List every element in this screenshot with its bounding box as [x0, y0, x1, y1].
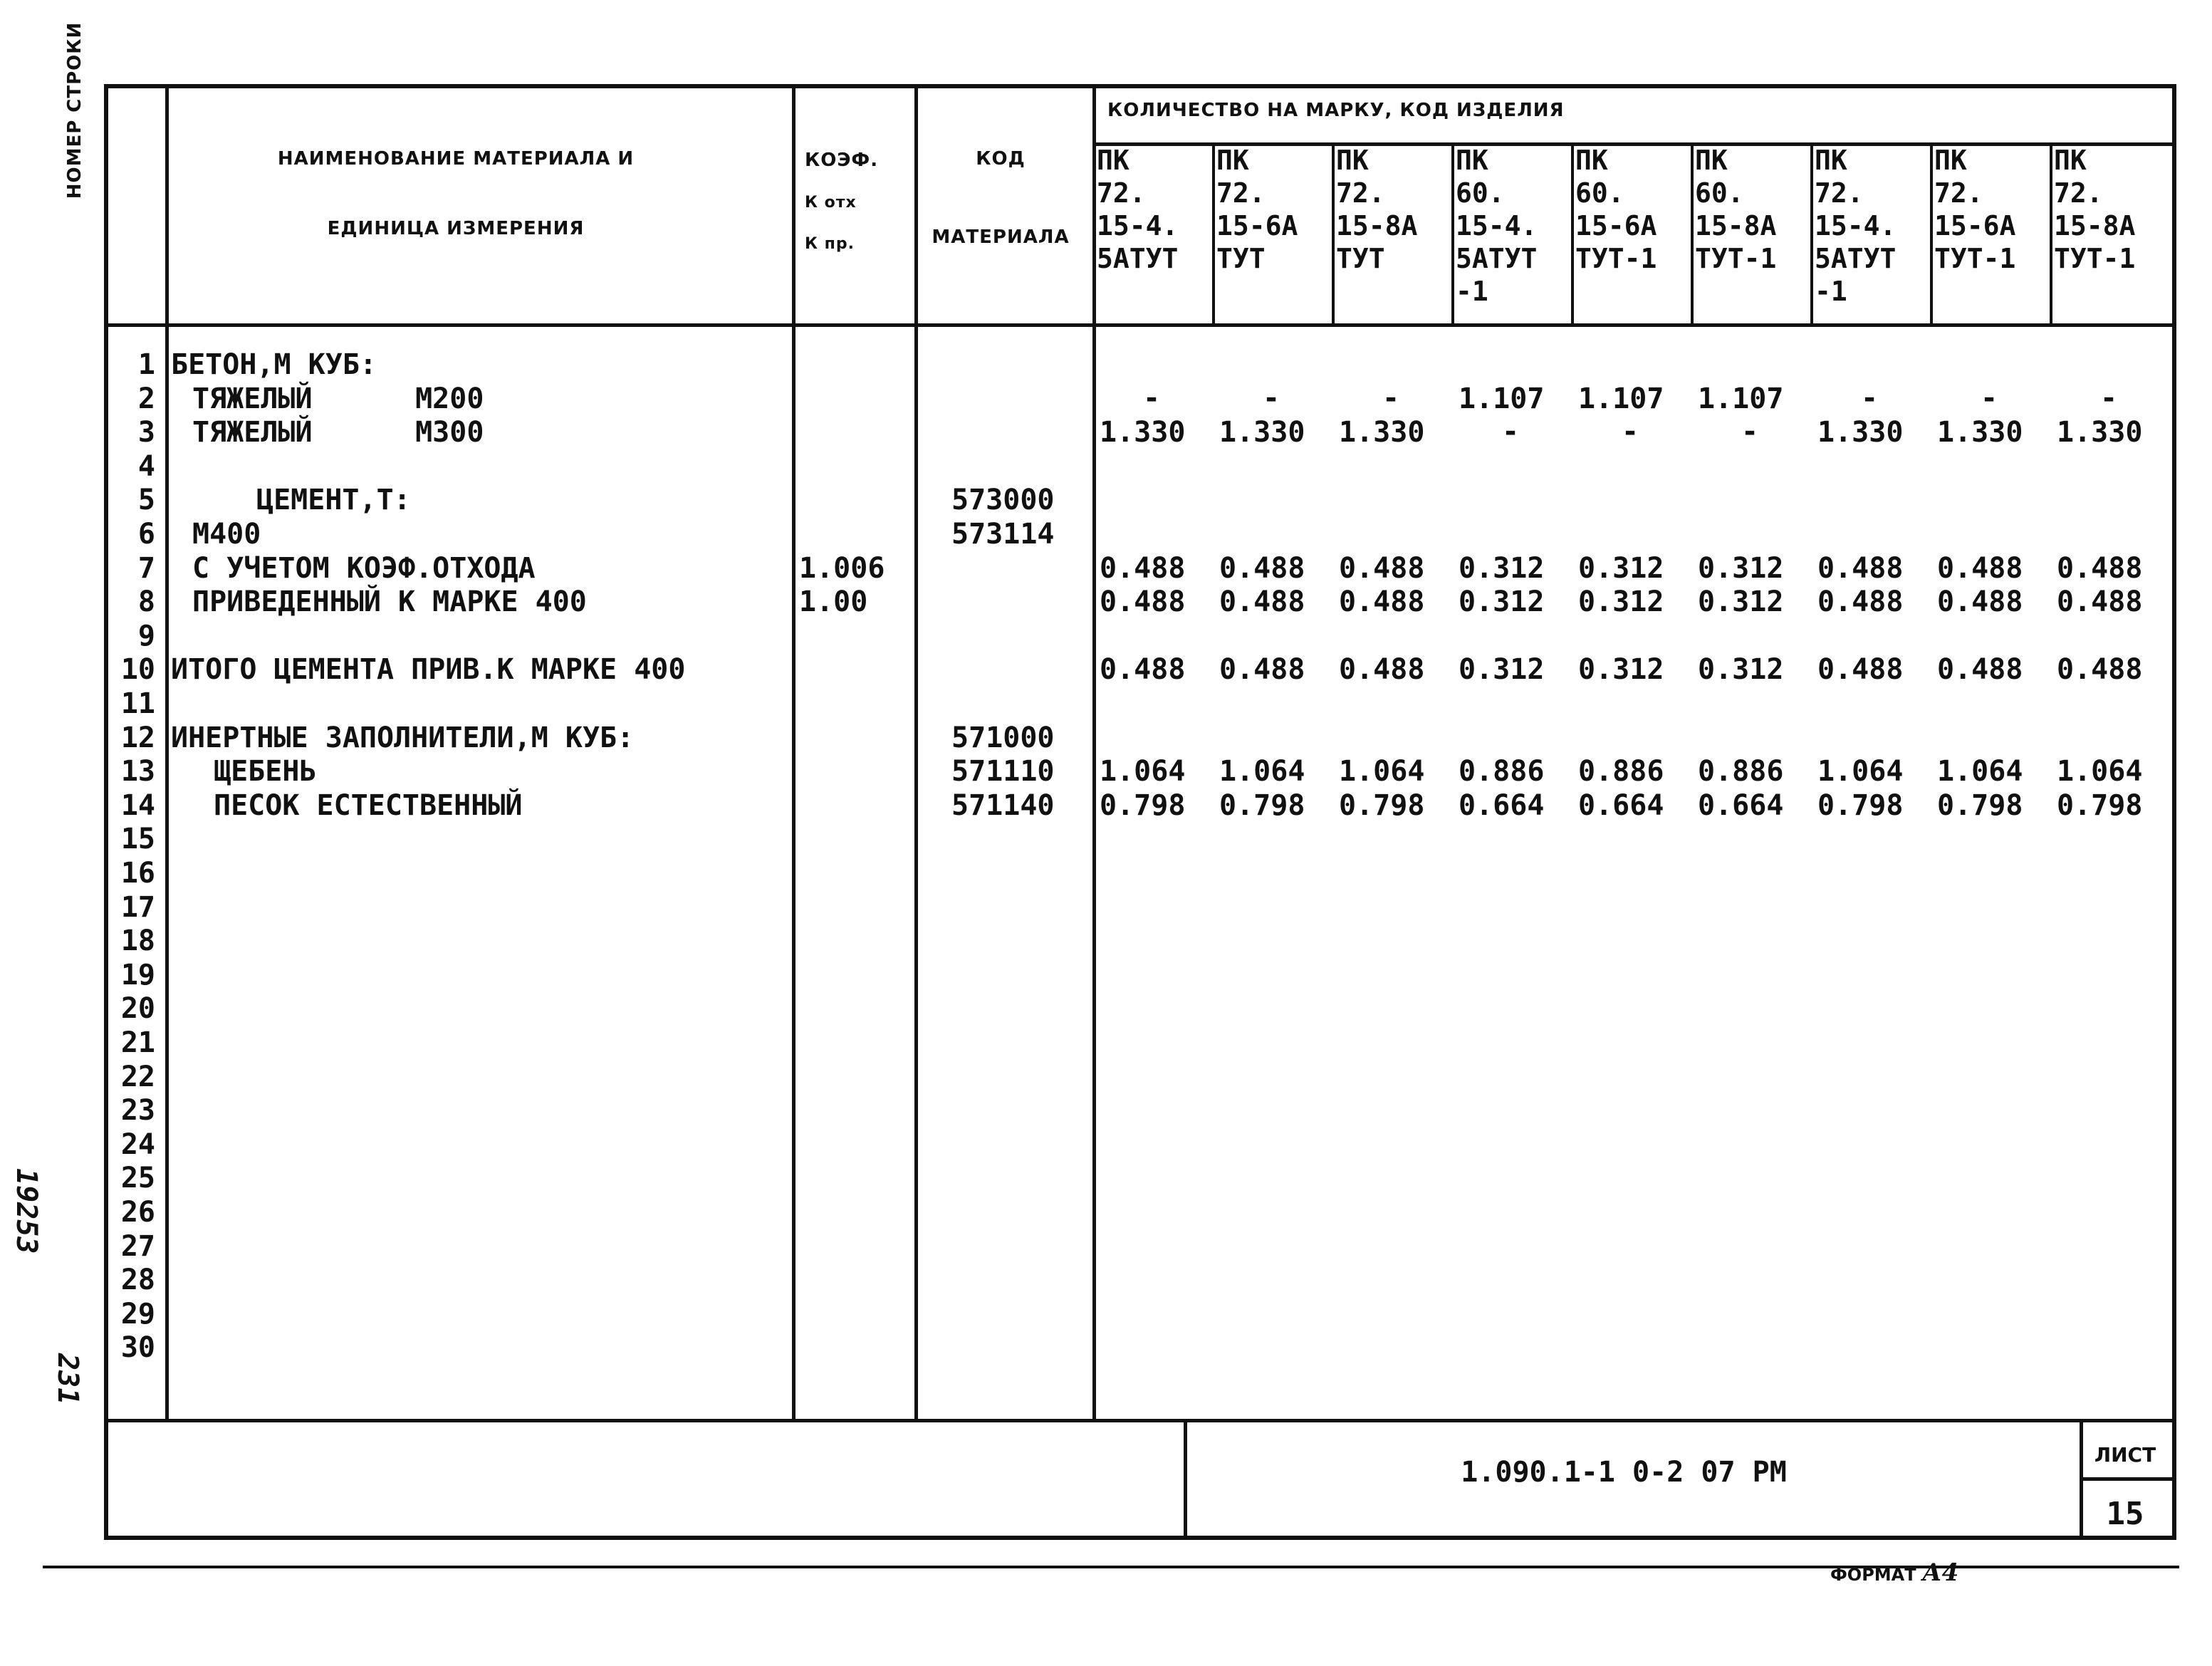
quantity-value: 0.488	[1817, 551, 1904, 585]
quantity-value: 0.798	[1219, 788, 1305, 822]
product-header-line: ПК	[1815, 145, 1847, 176]
row-number: 21	[120, 1026, 155, 1059]
row-number: 30	[120, 1331, 155, 1365]
divider-code	[1092, 88, 1096, 1420]
quantity-value: 0.312	[1578, 551, 1664, 585]
product-header-line: ПК	[1336, 145, 1369, 176]
quantity-value: 0.664	[1459, 788, 1545, 822]
quantity-value: 0.488	[1937, 585, 2023, 619]
quantity-value: 1.330	[1339, 416, 1425, 449]
material-code: 573114	[951, 518, 1055, 551]
quantity-value: 0.488	[1339, 585, 1425, 619]
quantity-value: 0.312	[1459, 585, 1545, 619]
row-number: 14	[120, 788, 155, 822]
product-header-line: ТУТ-1	[2054, 243, 2136, 274]
product-header-line: ПК	[1575, 145, 1608, 176]
row-number: 23	[120, 1094, 155, 1128]
document-code: 1.090.1-1 0-2 07 РМ	[1461, 1456, 1787, 1489]
product-header-line: ПК	[1097, 145, 1130, 176]
row-number: 25	[120, 1162, 155, 1195]
product-header-line: 72.	[1815, 177, 1864, 209]
row-number: 2	[137, 382, 155, 415]
divider-p4	[1571, 145, 1574, 323]
sheet-number: 15	[2106, 1496, 2144, 1532]
quantity-value: 0.488	[2057, 653, 2143, 687]
product-header-line: ТУТ-1	[1575, 243, 1657, 274]
row-number: 13	[120, 755, 155, 788]
product-header-line: 15-6А	[1216, 210, 1298, 241]
material-name: ПЕСОК ЕСТЕСТВЕННЫЙ	[214, 788, 523, 822]
quantity-value: 1.330	[1817, 416, 1904, 449]
quantity-value: 0.488	[1219, 551, 1305, 585]
product-header-line: 5АТУТ	[1097, 243, 1179, 274]
material-name: ЩЕБЕНЬ	[214, 755, 317, 788]
quantity-dash: -	[1860, 381, 1879, 415]
quantity-value: 0.312	[1698, 653, 1784, 687]
quantity-value: 1.064	[1219, 755, 1305, 788]
material-name: ИНЕРТНЫЕ ЗАПОЛНИТЕЛИ,М КУБ:	[171, 721, 635, 754]
quantity-value: 0.312	[1698, 551, 1784, 585]
divider-p3	[1451, 145, 1454, 323]
divider-p8	[2050, 145, 2052, 323]
product-header-line: 15-6А	[1575, 210, 1657, 241]
quantity-value: 0.798	[1937, 788, 2023, 822]
quantity-value: 0.488	[1219, 653, 1305, 687]
quantity-dash: -	[1142, 381, 1161, 415]
quantity-value: 0.798	[1817, 788, 1904, 822]
row-number: 27	[120, 1229, 155, 1263]
product-header-line: 72.	[1097, 177, 1146, 209]
quantity-value: 0.488	[1817, 653, 1904, 687]
row-number: 8	[137, 585, 155, 619]
name-header-line2: ЕДИНИЦА ИЗМЕРЕНИЯ	[327, 218, 585, 239]
coef-header-line3: К пр.	[805, 235, 855, 253]
divider-p5	[1691, 145, 1694, 323]
material-name: ПРИВЕДЕННЫЙ К МАРКЕ 400	[192, 585, 587, 619]
quantity-value: 1.064	[1817, 755, 1904, 788]
quantity-header: КОЛИЧЕСТВО НА МАРКУ, КОД ИЗДЕЛИЯ	[1107, 100, 1565, 121]
quantity-value: 1.064	[2057, 755, 2143, 788]
margin-note-number: 19253	[10, 1168, 43, 1254]
coef-header-line1: КОЭФ.	[805, 150, 879, 171]
row-number: 12	[120, 721, 155, 754]
quantity-value: 0.488	[1339, 551, 1425, 585]
material-name: С УЧЕТОМ КОЭФ.ОТХОДА	[192, 551, 536, 585]
coefficient-value: 1.00	[799, 585, 868, 619]
code-header-line1: КОД	[976, 148, 1026, 170]
quantity-value: 0.312	[1578, 653, 1664, 687]
row-number: 18	[120, 925, 155, 958]
product-header-line: ТУТ-1	[1934, 243, 2016, 274]
material-name: М400	[192, 518, 261, 551]
quantity-value: 1.107	[1698, 382, 1784, 415]
quantity-value: 0.664	[1578, 788, 1664, 822]
row-number: 1	[137, 348, 155, 381]
product-header-line: 72.	[2054, 177, 2103, 209]
product-header-line: ПК	[1934, 145, 1967, 176]
quantity-value: 1.064	[1937, 755, 2023, 788]
material-name: ТЯЖЕЛЫЙ М300	[192, 416, 484, 449]
quantity-value: 0.488	[1100, 585, 1186, 619]
row-number: 15	[120, 823, 155, 856]
quantity-value: 0.488	[1937, 551, 2023, 585]
quantity-value: 0.488	[1339, 653, 1425, 687]
material-name: ТЯЖЕЛЫЙ М200	[192, 382, 484, 415]
quantity-dash: -	[1980, 381, 1998, 415]
product-header-line: ТУТ	[1216, 243, 1266, 274]
row-number-header: НОМЕР СТРОКИ	[64, 21, 85, 199]
row-number: 20	[120, 992, 155, 1026]
quantity-value: 1.330	[1100, 416, 1186, 449]
product-header-line: -1	[1815, 276, 1847, 307]
product-header-line: 72.	[1336, 177, 1385, 209]
material-code: 571000	[951, 721, 1055, 754]
product-header-line: ПК	[2054, 145, 2087, 176]
quantity-value: 0.488	[1100, 551, 1186, 585]
row-number: 19	[120, 958, 155, 991]
quantity-value: 0.488	[1937, 653, 2023, 687]
row-number: 3	[137, 416, 155, 449]
quantity-value: 0.798	[1339, 788, 1425, 822]
quantity-value: 0.312	[1578, 585, 1664, 619]
quantity-dash: -	[2099, 381, 2118, 415]
divider-p7	[1930, 145, 1933, 323]
product-header-line: 5АТУТ	[1815, 243, 1897, 274]
product-header-line: 72.	[1216, 177, 1266, 209]
product-header-line: ТУТ-1	[1695, 243, 1777, 274]
divider-stamp-sheet-h	[2080, 1477, 2172, 1481]
quantity-value: 0.664	[1698, 788, 1784, 822]
quantity-value: 0.798	[2057, 788, 2143, 822]
product-header-line: ПК	[1695, 145, 1728, 176]
coef-header-line2: К отх	[805, 194, 857, 212]
row-number: 10	[120, 653, 155, 687]
material-name: ЦЕМЕНТ,Т:	[256, 484, 411, 517]
row-number: 9	[137, 619, 155, 652]
quantity-value: 0.798	[1100, 788, 1186, 822]
quantity-value: 0.488	[1219, 585, 1305, 619]
divider-p6	[1810, 145, 1813, 323]
row-number: 26	[120, 1196, 155, 1229]
material-name: БЕТОН,М КУБ:	[171, 348, 377, 381]
divider-name	[792, 88, 795, 1420]
quantity-value: 1.330	[1219, 416, 1305, 449]
quantity-dash: -	[1382, 381, 1400, 415]
product-header-line: 15-8А	[1336, 210, 1418, 241]
row-number: 4	[137, 449, 155, 483]
product-header-line: 5АТУТ	[1456, 243, 1538, 274]
product-header-line: 15-6А	[1934, 210, 2016, 241]
quantity-value: 1.330	[1937, 416, 2023, 449]
format-value: А4	[1921, 1558, 1959, 1587]
product-header-line: 15-4.	[1815, 210, 1897, 241]
coefficient-value: 1.006	[799, 551, 885, 585]
quantity-value: 1.064	[1100, 755, 1186, 788]
quantity-value: 0.886	[1459, 755, 1545, 788]
row-number: 6	[137, 518, 155, 551]
divider-header-bottom	[108, 323, 2172, 327]
divider-p2	[1332, 145, 1335, 323]
product-header-line: 72.	[1934, 177, 1983, 209]
quantity-value: 1.330	[2057, 416, 2143, 449]
product-header-line: 60.	[1695, 177, 1744, 209]
product-header-line: ПК	[1456, 145, 1488, 176]
row-number: 29	[120, 1297, 155, 1331]
margin-note-page: 231	[51, 1353, 84, 1405]
quantity-value: 1.064	[1339, 755, 1425, 788]
row-number: 16	[120, 857, 155, 890]
quantity-dash: -	[1501, 415, 1520, 449]
product-header-line: 15-8А	[2054, 210, 2136, 241]
quantity-value: 0.488	[2057, 585, 2143, 619]
format-label-text: ФОРМАТ	[1830, 1565, 1916, 1585]
format-label	[1830, 1558, 1958, 1587]
divider-stamp-top	[108, 1419, 2172, 1422]
code-header-line2: МАТЕРИАЛА	[932, 227, 1070, 248]
divider-coef	[914, 88, 918, 1420]
quantity-value: 0.312	[1698, 585, 1784, 619]
product-header-line: 15-8А	[1695, 210, 1777, 241]
row-number: 7	[137, 551, 155, 585]
quantity-value: 0.886	[1698, 755, 1784, 788]
product-header-line: 15-4.	[1456, 210, 1538, 241]
quantity-value: 0.488	[2057, 551, 2143, 585]
quantity-value: 1.107	[1459, 382, 1545, 415]
quantity-dash: -	[1262, 381, 1280, 415]
quantity-value: 1.107	[1578, 382, 1664, 415]
product-header-line: ТУТ	[1336, 243, 1385, 274]
quantity-dash: -	[1741, 415, 1759, 449]
product-header-line: 60.	[1575, 177, 1624, 209]
quantity-value: 0.488	[1817, 585, 1904, 619]
divider-rowno	[165, 88, 169, 1420]
material-name: ИТОГО ЦЕМЕНТА ПРИВ.К МАРКЕ 400	[171, 653, 686, 687]
name-header-line1: НАИМЕНОВАНИЕ МАТЕРИАЛА И	[277, 148, 635, 170]
row-number: 5	[137, 484, 155, 517]
divider-p1	[1212, 145, 1215, 323]
sheet-label: ЛИСТ	[2094, 1443, 2156, 1467]
row-number: 22	[120, 1060, 155, 1093]
quantity-value: 0.488	[1100, 653, 1186, 687]
quantity-value: 0.886	[1578, 755, 1664, 788]
quantity-dash: -	[1621, 415, 1639, 449]
product-header-line: 60.	[1456, 177, 1505, 209]
material-code: 573000	[951, 484, 1055, 517]
product-header-line: ПК	[1216, 145, 1249, 176]
row-number: 17	[120, 890, 155, 924]
divider-qty-title	[1092, 142, 2172, 146]
quantity-value: 0.312	[1459, 653, 1545, 687]
quantity-value: 0.312	[1459, 551, 1545, 585]
row-number: 24	[120, 1128, 155, 1161]
material-code: 571110	[951, 755, 1055, 788]
product-header-line: 15-4.	[1097, 210, 1179, 241]
row-number: 11	[120, 687, 155, 720]
row-number: 28	[120, 1264, 155, 1297]
material-code: 571140	[951, 788, 1055, 822]
product-header-line: -1	[1456, 276, 1488, 307]
